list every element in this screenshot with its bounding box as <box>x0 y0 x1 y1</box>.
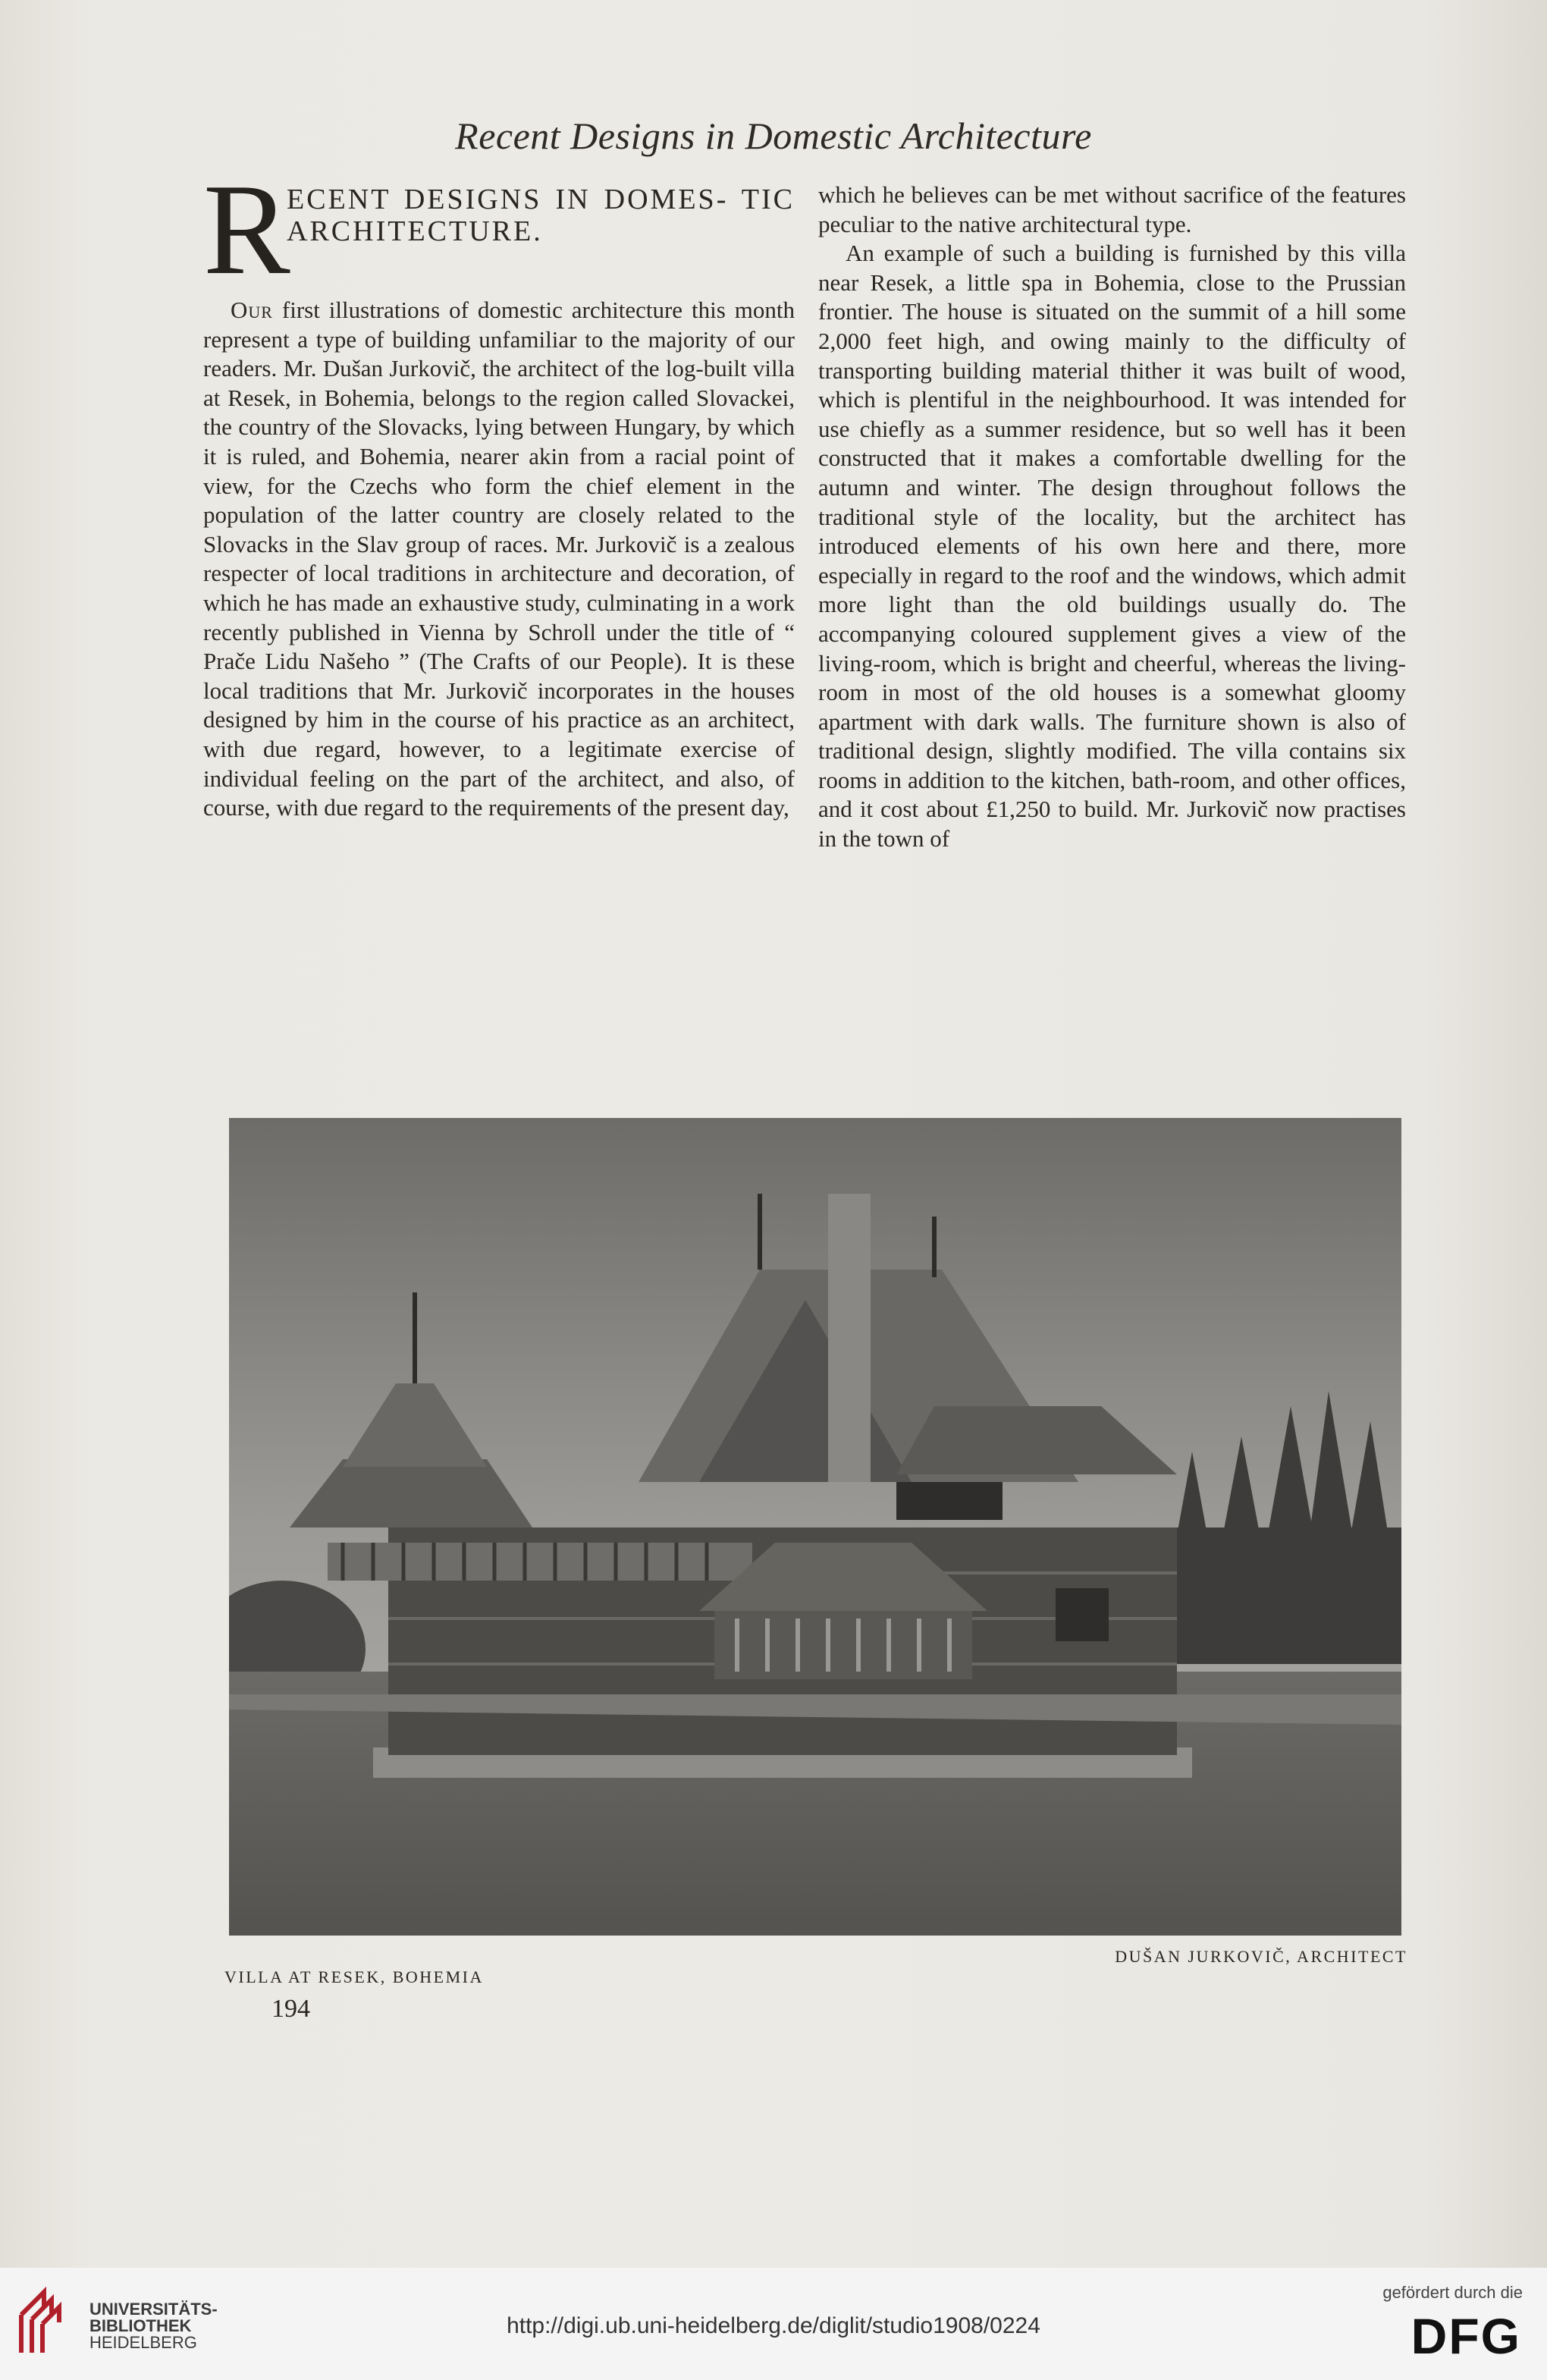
library-name-line-1: UNIVERSITÄTS- <box>89 2300 218 2319</box>
dfg-logo[interactable]: DFG <box>1410 2308 1521 2364</box>
figure-caption: VILLA AT RESEK, BOHEMIA <box>224 1967 484 1986</box>
page-number: 194 <box>271 1995 310 2023</box>
lead-word: Our <box>231 297 273 323</box>
drop-cap: R <box>203 158 290 302</box>
source-url-link[interactable]: http://digi.ub.uni-heidelberg.de/diglit/studio1908/0224 <box>507 2313 1040 2338</box>
figure-credit: DUŠAN JURKOVIČ, ARCHITECT <box>1115 1947 1407 1966</box>
funded-by-label: gefördert durch die <box>1382 2283 1523 2302</box>
left-column-body: first illustrations of domestic architecture this month represent a type of building unfamiliar to the majority of our readers. Mr. Dušan Jurkovič, the architect of the log-built villa at Resek, in Bohemia, belongs to the region called Slovackei, the country of the Slovacks, lying between Hungary, by which it is ruled, and Bohemia, nearer akin from a racial point of view, for the Czechs who form the chief element in the population of the latter country are closely related to the Slovacks in the Slav group of races. Mr. Jurkovič is a zealous respecter of local traditions in architecture and decoration, of which he has made an exhaustive study, culminating in a work recently published in Vienna by Schroll under the title of “ Prače Lidu Našeho ” (The Crafts of our People). It is these local traditions that Mr. Jurkovič incorporates in the houses designed by him in the course of his practice as an architect, with due regard, however, to a legitimate exercise of individual feeling on the part of the architect, and also, of course, with due regard to the requirements of the present day, <box>203 297 795 821</box>
right-column-paragraph-1: which he believes can be met without sacrifice of the features peculiar to the native architectural type. <box>818 181 1406 237</box>
right-column-paragraph-2: An example of such a building is furnished by this villa near Resek, a little spa in Bohemia, close to the Prussian frontier. The house is situated on the summit of a hill some 2,000 feet high, and owing mainly to the difficulty of transporting building material thither it was built of wood, which is plentiful in the neighbourhood. It was intended for use chiefly as a summer residence, but so well has it been constructed that it makes a comfortable dwelling for the autumn and winter. The design throughout follows the traditional style of the locality, but the architect has introduced elements of his own here and there, more especially in regard to the roof and the windows, which admit more light than the old buildings usually do. The accompanying coloured supplement gives a view of the living-room, which is bright and cheerful, whereas the living-room in most of the old houses is a somewhat gloomy apartment with dark walls. The furniture shown is also of traditional design, slightly modified. The villa contains six rooms in addition to the kitchen, bath-room, and other offices, and it cost about £1,250 to build. Mr. Jurkovič now practises in the town of <box>818 240 1406 852</box>
library-name-line-3: HEIDELBERG <box>89 2333 197 2352</box>
left-column <box>203 158 795 823</box>
article-title: ECENT DESIGNS IN DOMES- TIC ARCHITECTURE. <box>287 184 795 247</box>
running-head: Recent Designs in Domestic Architecture <box>455 115 1092 157</box>
library-name-line-2: BIBLIOTHEK <box>89 2316 192 2335</box>
article-heading <box>203 158 795 302</box>
right-column <box>818 181 1406 854</box>
villa-photograph <box>229 1118 1401 1936</box>
left-column-text <box>203 296 795 823</box>
footer-bar <box>0 2268 1547 2380</box>
